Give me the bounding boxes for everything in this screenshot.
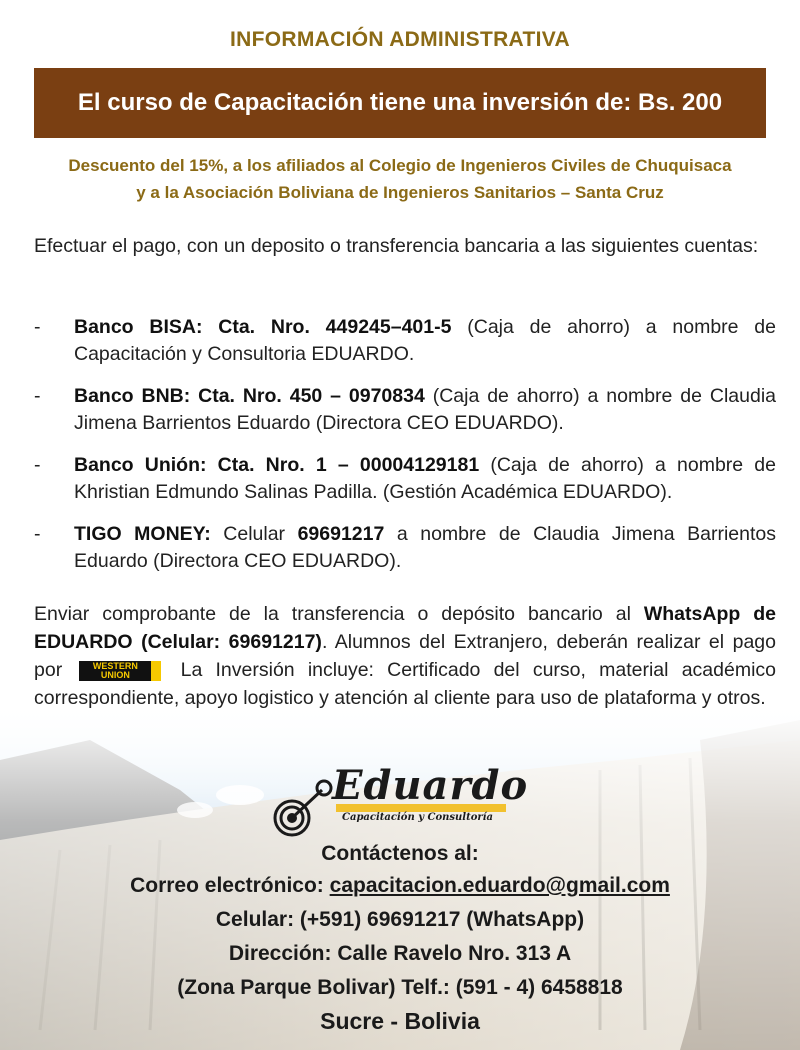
email-label: Correo electrónico: xyxy=(130,874,330,897)
account-bnb-number: Banco BNB: Cta. Nro. 450 – 0970834 xyxy=(74,385,425,407)
whatsapp-contact: WhatsApp de EDUARDO (Celular: 69691217) xyxy=(34,603,776,653)
logo-tagline: Capacitación y Consultoría xyxy=(342,812,493,823)
list-item xyxy=(34,452,776,506)
tigo-money-text: Celular xyxy=(210,523,298,545)
discount-line-2: y a la Asociación Boliviana de Ingenieros Sanitarios – Santa Cruz xyxy=(136,183,664,202)
contact-heading: Contáctenos al: xyxy=(321,842,479,865)
account-union-number: Banco Unión: Cta. Nro. 1 – 00004129181 xyxy=(74,454,480,476)
logo-name: Eduardo xyxy=(332,762,529,809)
eduardo-logo xyxy=(270,760,530,840)
bank-account-list xyxy=(34,314,776,590)
list-dash: - xyxy=(34,454,41,476)
contact-email-line xyxy=(0,874,800,898)
send-text-1: Enviar comprobante de la transferencia o depósito bancario al xyxy=(34,603,644,625)
contact-phone: Celular: (+591) 69691217 (WhatsApp) xyxy=(215,908,585,931)
account-bnb-details: (Caja de ahorro) a nombre de Claudia Jimena Barrientos Eduardo (Directora CEO EDUARDO). xyxy=(74,385,776,434)
contact-city: Sucre - Bolivia xyxy=(320,1008,480,1034)
list-item xyxy=(34,314,776,368)
western-union-line-1: WESTERN xyxy=(92,660,138,671)
send-text-2: . Alumnos del Extranjero, deberán realizar el pago por xyxy=(34,631,776,681)
western-union-logo xyxy=(79,661,161,681)
account-bisa-number: Banco BISA: Cta. Nro. 449245–401-5 xyxy=(74,316,452,338)
account-union-details: (Caja de ahorro) a nombre de Khristian Edmundo Salinas Padilla. (Gestión Académica EDUARDO). xyxy=(74,454,776,503)
tigo-money-details: a nombre de Claudia Jimena Barrientos Eduardo (Directora CEO EDUARDO). xyxy=(74,523,776,572)
list-item xyxy=(34,383,776,437)
list-dash: - xyxy=(34,316,41,338)
payment-intro: Efectuar el pago, con un deposito o transferencia bancaria a las siguientes cuentas: xyxy=(34,235,759,257)
target-icon xyxy=(270,778,334,838)
email-link[interactable]: capacitacion.eduardo@gmail.com xyxy=(329,874,670,897)
discount-line-1: Descuento del 15%, a los afiliados al Colegio de Ingenieros Civiles de Chuquisaca xyxy=(68,156,732,175)
discount-notice xyxy=(20,152,780,206)
contact-address: Dirección: Calle Ravelo Nro. 313 A xyxy=(228,942,572,965)
list-dash: - xyxy=(34,523,41,545)
send-receipt-paragraph xyxy=(34,600,776,712)
western-union-line-2: UNION xyxy=(100,669,130,680)
tigo-money-number: 69691217 xyxy=(297,523,385,545)
price-banner xyxy=(34,68,766,138)
price-banner-text: El curso de Capacitación tiene una inversión de: Bs. 200 xyxy=(77,89,723,116)
account-bisa-details: (Caja de ahorro) a nombre de Capacitación y Consultoria EDUARDO. xyxy=(74,316,776,365)
list-item xyxy=(34,521,776,575)
tigo-money-label: TIGO MONEY: xyxy=(74,523,211,545)
send-text-3: La Inversión incluye: Certificado del curso, material académico correspondiente, apoyo logistico y atención al cliente para uso de plataforma y otros. xyxy=(34,659,776,709)
contact-zone-phone: (Zona Parque Bolivar) Telf.: (591 - 4) 6458818 xyxy=(177,976,623,999)
page-title: INFORMACIÓN ADMINISTRATIVA xyxy=(230,28,570,51)
list-dash: - xyxy=(34,385,41,407)
